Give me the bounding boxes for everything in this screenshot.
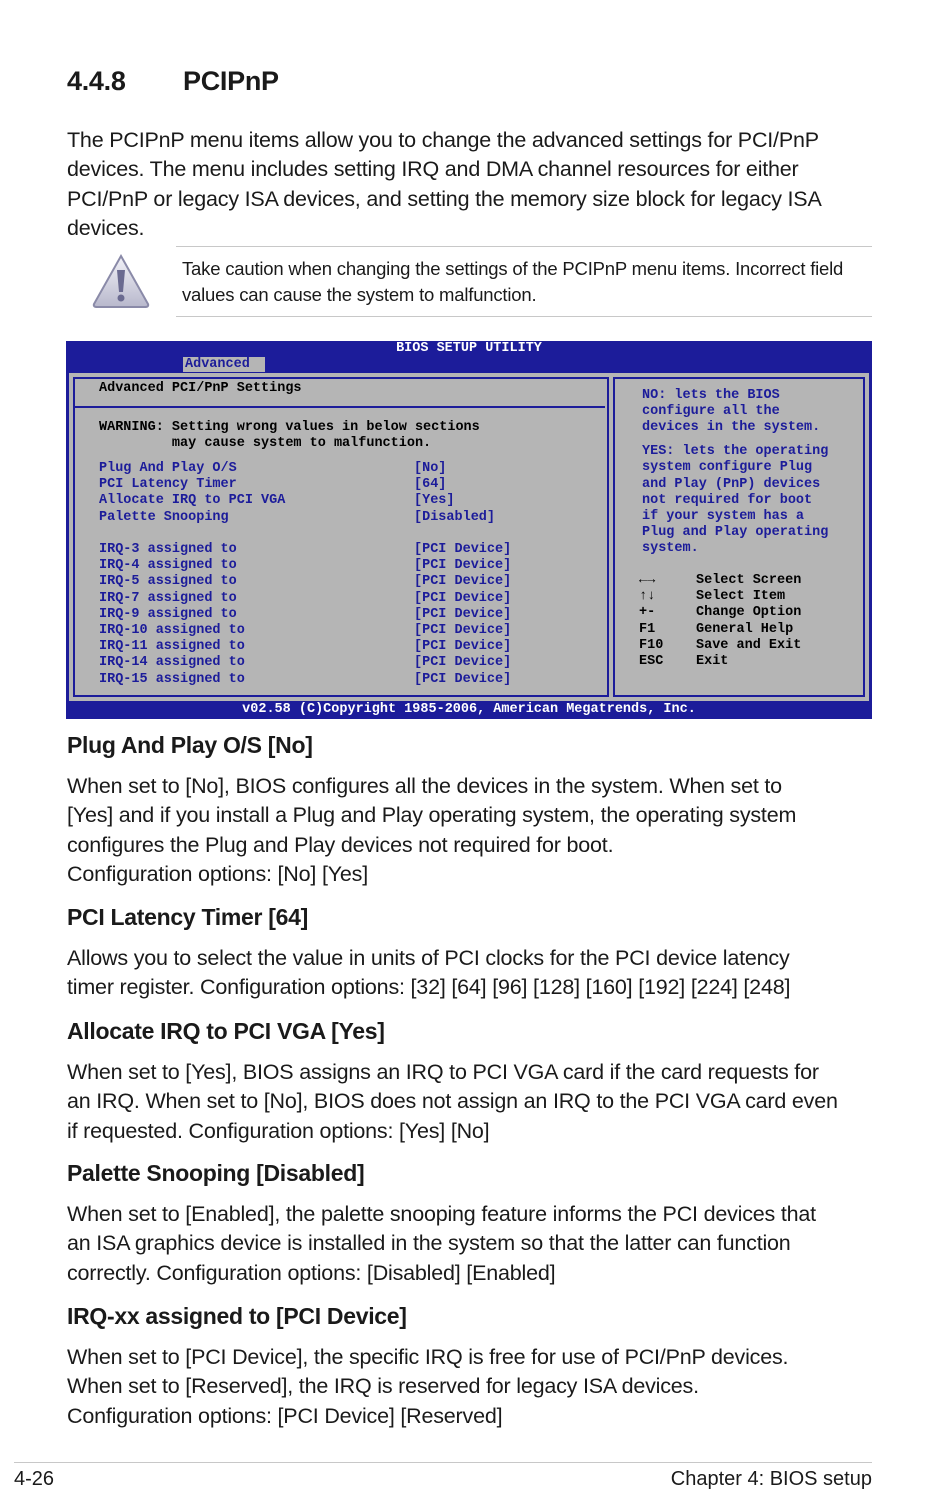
bios-key-action: Select Screen — [696, 573, 802, 588]
item-description-line: correctly. Configuration options: [Disabled] [Enabled] — [67, 1260, 556, 1285]
item-description-line: an ISA graphics device is installed in the system so that the latter can function — [67, 1231, 791, 1256]
bios-irq-label[interactable]: IRQ-7 assigned to — [99, 590, 237, 606]
bios-setting-label[interactable]: Plug And Play O/S — [99, 461, 237, 476]
bios-help-line: NO: lets the BIOS — [642, 388, 780, 403]
bios-irq-label[interactable]: IRQ-3 assigned to — [99, 542, 237, 557]
caution-bottom-rule — [176, 316, 872, 317]
bios-help-line: system configure Plug — [642, 460, 813, 476]
bios-key-action: Save and Exit — [696, 637, 802, 653]
bios-help-line: system. — [642, 541, 699, 557]
item-description-line: When set to [Enabled], the palette snooping feature informs the PCI devices that — [67, 1202, 816, 1226]
bios-setting-value[interactable]: [No] — [414, 461, 447, 476]
footer-rule — [14, 1462, 872, 1463]
bios-irq-label[interactable]: IRQ-11 assigned to — [99, 639, 245, 655]
bios-key: F1 — [639, 621, 656, 637]
item-description-line: When set to [No], BIOS configures all the devices in the system. When set to — [67, 774, 782, 798]
bios-warning-line: WARNING: Setting wrong values in below sections — [99, 420, 480, 435]
bios-irq-label[interactable]: IRQ-4 assigned to — [99, 558, 237, 574]
warning-triangle-icon — [90, 252, 152, 310]
bios-screenshot — [66, 341, 872, 719]
bios-key: ←→ — [639, 573, 656, 588]
bios-irq-label[interactable]: IRQ-15 assigned to — [99, 671, 245, 687]
bios-help-line: if your system has a — [642, 508, 805, 524]
item-description-line: timer register. Configuration options: [32] [64] [96] [128] [160] [192] [224] [248] — [67, 975, 791, 1000]
caution-text: Take caution when changing the settings of the PCIPnP menu items. Incorrect field values can cause the system to malfunction. — [182, 258, 844, 305]
bios-title-divider — [73, 406, 605, 408]
item-heading: Allocate IRQ to PCI VGA [Yes] — [67, 1018, 385, 1044]
item-heading: Plug And Play O/S [No] — [67, 732, 313, 758]
bios-key: +- — [639, 605, 656, 621]
bios-irq-value[interactable]: [PCI Device] — [414, 639, 512, 655]
bios-help-line: and Play (PnP) devices — [642, 476, 821, 492]
bios-key-action: Change Option — [696, 605, 802, 621]
bios-key-action: Select Item — [696, 589, 786, 605]
bios-title: BIOS SETUP UTILITY — [396, 341, 542, 356]
bios-help-line: not required for boot — [642, 492, 813, 508]
bios-tab-advanced[interactable]: Advanced — [183, 357, 265, 372]
item-description-line: When set to [PCI Device], the specific IRQ is free for use of PCI/PnP devices. — [67, 1345, 789, 1369]
bios-irq-label[interactable]: IRQ-10 assigned to — [99, 623, 245, 638]
item-description-line: configures the Plug and Play devices not required for boot. — [67, 832, 614, 857]
bios-irq-value[interactable]: [PCI Device] — [414, 590, 512, 606]
bios-help-line: devices in the system. — [642, 420, 821, 436]
item-heading: IRQ-xx assigned to [PCI Device] — [67, 1303, 407, 1329]
item-description-line: Configuration options: [PCI Device] [Reserved] — [67, 1403, 503, 1428]
item-description-line: an IRQ. When set to [No], BIOS does not assign an IRQ to the PCI VGA card even — [67, 1089, 838, 1114]
item-description-line: Configuration options: [No] [Yes] — [67, 861, 368, 886]
bios-irq-label[interactable]: IRQ-5 assigned to — [99, 574, 237, 590]
bios-copyright: v02.58 (C)Copyright 1985-2006, American Megatrends, Inc. — [242, 702, 696, 717]
bios-warning-line: may cause system to malfunction. — [99, 436, 432, 452]
item-description-line: if requested. Configuration options: [Yes] [No] — [67, 1118, 490, 1143]
bios-setting-value[interactable]: [Disabled] — [414, 509, 496, 525]
intro-paragraph: The PCIPnP menu items allow you to change the advanced settings for PCI/PnP devices. The menu includes setting IRQ and DMA channel resources for either PCI/PnP or legacy ISA devices, and setting the memory size block for legacy ISA devices. — [67, 128, 821, 240]
bios-irq-value[interactable]: [PCI Device] — [414, 574, 512, 590]
bios-key: F10 — [639, 637, 664, 653]
bios-key-action: General Help — [696, 621, 794, 637]
bios-panel-title: Advanced PCI/PnP Settings — [99, 381, 302, 396]
page-number: 4-26 — [14, 1468, 55, 1490]
bios-irq-value[interactable]: [PCI Device] — [414, 542, 512, 557]
bios-setting-value[interactable]: [64] — [414, 477, 447, 493]
bios-setting-value[interactable]: [Yes] — [414, 493, 455, 509]
bios-irq-value[interactable]: [PCI Device] — [414, 606, 512, 622]
bios-help-line: configure all the — [642, 404, 780, 420]
bios-setting-label[interactable]: PCI Latency Timer — [99, 477, 237, 493]
bios-body — [69, 373, 869, 701]
bios-help-line: YES: lets the operating — [642, 444, 829, 460]
bios-irq-value[interactable]: [PCI Device] — [414, 558, 512, 574]
bios-key: ESC — [639, 654, 664, 669]
section-title — [67, 66, 279, 97]
item-description-line: Allows you to select the value in units of PCI clocks for the PCI device latency — [67, 946, 790, 970]
bios-irq-value[interactable]: [PCI Device] — [414, 671, 512, 687]
caution-top-rule — [176, 246, 872, 247]
chapter-title: Chapter 4: BIOS setup — [670, 1468, 872, 1490]
bios-irq-value[interactable]: [PCI Device] — [414, 655, 512, 671]
bios-setting-label[interactable]: Allocate IRQ to PCI VGA — [99, 493, 286, 509]
bios-key: ↑↓ — [639, 589, 656, 605]
item-description-line: When set to [Reserved], the IRQ is reserved for legacy ISA devices. — [67, 1374, 699, 1399]
section-number: 4.4.8 — [67, 66, 126, 96]
section-name: PCIPnP — [183, 66, 279, 96]
item-heading: Palette Snooping [Disabled] — [67, 1160, 365, 1186]
item-heading: PCI Latency Timer [64] — [67, 904, 308, 930]
bios-key-action: Exit — [696, 654, 729, 669]
item-description-line: When set to [Yes], BIOS assigns an IRQ to PCI VGA card if the card requests for — [67, 1060, 819, 1084]
bios-irq-value[interactable]: [PCI Device] — [414, 623, 512, 638]
bios-irq-label[interactable]: IRQ-9 assigned to — [99, 606, 237, 622]
bios-help-line: Plug and Play operating — [642, 525, 829, 541]
bios-setting-label[interactable]: Palette Snooping — [99, 509, 229, 525]
item-description-line: [Yes] and if you install a Plug and Play operating system, the operating system — [67, 803, 797, 828]
bios-irq-label[interactable]: IRQ-14 assigned to — [99, 655, 245, 671]
